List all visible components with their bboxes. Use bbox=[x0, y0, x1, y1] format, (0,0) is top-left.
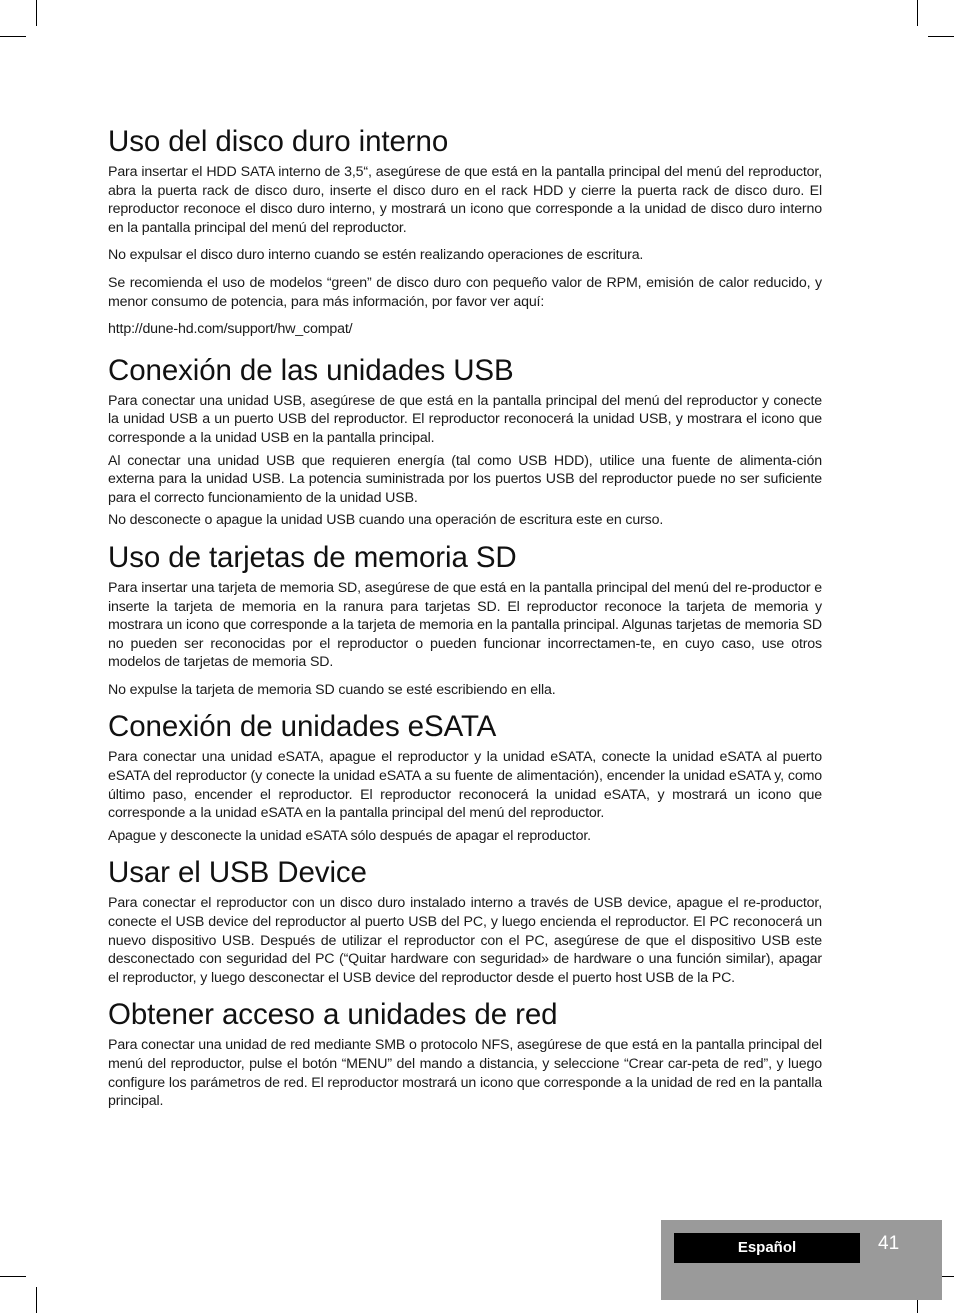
paragraph: Se recomienda el uso de modelos “green” de disco duro con pequeño valor de RPM, emisión de calor reducido, y menor consumo de potencia, para más información, por favor ver aquí: bbox=[108, 274, 822, 310]
section-title: Obtener acceso a unidades de red bbox=[108, 998, 558, 1032]
paragraph: Apague y desconecte la unidad eSATA sólo después de apagar el reproductor. bbox=[108, 827, 591, 844]
paragraph: Para conectar una unidad eSATA, apague el reproductor y la unidad eSATA, conecte la unidad eSATA al puerto eSATA del reproductor (y conecte la unidad eSATA a su fuente de alimentación), encender la unidad eSATA y, como último paso, encender el reproductor. El reproductor reconocerá la unidad eSATA, y mostrará un icono que corresponde a la unidad eSATA en la pantalla principal del menú del reproductor. bbox=[108, 749, 822, 822]
crop-mark-top-left-vertical bbox=[36, 0, 37, 26]
section-usb-drives bbox=[108, 353, 822, 530]
section-title: Uso del disco duro interno bbox=[108, 125, 449, 158]
paragraph: Para conectar una unidad de red mediante SMB o protocolo NFS, asegúrese de que está en la pantalla principal del menú del reproductor, pulse el botón “MENU” del mando a distancia, y seleccione “Crear car-peta de red”, y luego configure los parámetros de red. El reproductor mostrará un icono que corresponde a la unidad de red en la pantalla principal. bbox=[108, 1037, 822, 1110]
crop-mark-top-right-vertical bbox=[917, 0, 918, 26]
paragraph: Para insertar una tarjeta de memoria SD, asegúrese de que está en la pantalla principal del menú del re-productor e inserte la tarjeta de memoria en la ranura para tarjetas SD. El reproductor reconoce la tarjeta de memoria y mostrara un icono que corresponde a la tarjeta de memoria en la pantalla principal. Algunas tarjetas de memoria SD no pueden ser reconocidas por el reproductor o pueden funcionar incorrectamen-te, en cuyo caso, use otros modelos de tarjetas de memoria SD. bbox=[108, 579, 822, 671]
paragraph: Al conectar una unidad USB que requieren energía (tal como USB HDD), utilice una fuente de alimenta-ción externa para la unidad USB. La potencia suministrada por los puertos USB del reproductor puede no ser suficiente para el correcto funcionamiento de la unidad USB. bbox=[108, 452, 822, 506]
section-title: Conexión de las unidades USB bbox=[108, 353, 514, 387]
section-esata bbox=[108, 709, 822, 845]
crop-mark-top-right-horizontal bbox=[928, 36, 954, 37]
section-network-drives bbox=[108, 997, 822, 1110]
paragraph: No desconecte o apague la unidad USB cuando una operación de escritura este en curso. bbox=[108, 512, 664, 529]
page-content bbox=[108, 124, 822, 1121]
crop-mark-top-left-horizontal bbox=[0, 36, 26, 37]
crop-mark-bottom-left-horizontal bbox=[0, 1276, 26, 1277]
section-title: Conexión de unidades eSATA bbox=[108, 710, 497, 744]
page-number: 41 bbox=[878, 1233, 900, 1254]
paragraph: Para insertar el HDD SATA interno de 3,5“, asegúrese de que está en la pantalla principal del menú del reproductor, abra la puerta rack de disco duro, inserte el disco duro en el rack HDD y cierre la puerta rack de disco duro. El reproductor reconoce el disco duro interno, y mostrará un icono que corresponde a la unidad de disco duro interno en la pantalla principal del menú del reproductor. bbox=[108, 164, 822, 236]
section-usb-device bbox=[108, 855, 822, 987]
section-title: Usar el USB Device bbox=[108, 856, 367, 890]
crop-mark-bottom-left-vertical bbox=[36, 1287, 37, 1313]
language-label: Español bbox=[674, 1233, 860, 1263]
paragraph: No expulsar el disco duro interno cuando se estén realizando operaciones de escritura. bbox=[108, 247, 644, 264]
paragraph: No expulse la tarjeta de memoria SD cuando se esté escribiendo en ella. bbox=[108, 681, 556, 698]
section-internal-hdd bbox=[108, 124, 822, 339]
page-footer bbox=[661, 1220, 942, 1300]
section-title: Uso de tarjetas de memoria SD bbox=[108, 540, 517, 574]
compat-url: http://dune-hd.com/support/hw_compat/ bbox=[108, 321, 353, 338]
paragraph: Para conectar una unidad USB, asegúrese de que está en la pantalla principal del menú del reproductor y conecte la unidad USB a un puerto USB del reproductor. El reproductor reconocerá la unidad USB, y mostrara el icono que corresponde a la unidad USB en la pantalla principal. bbox=[108, 392, 822, 446]
paragraph: Para conectar el reproductor con un disco duro instalado interno a través de USB device, apague el re-productor, conecte el USB device del reproductor al puerto USB del PC, y luego encienda el reproductor. El PC reconocerá un nuevo dispositivo USB. Después de utilizar el reproductor con el PC, asegúrese de que el dispositivo USB este desconectado con seguridad del PC (“Quitar hardware con seguridad» de hardware o una función similar), apagar el reproductor, y luego desconectar el USB device del reproductor desde el puerto host USB de la PC. bbox=[108, 895, 822, 986]
section-sd-cards bbox=[108, 540, 822, 700]
